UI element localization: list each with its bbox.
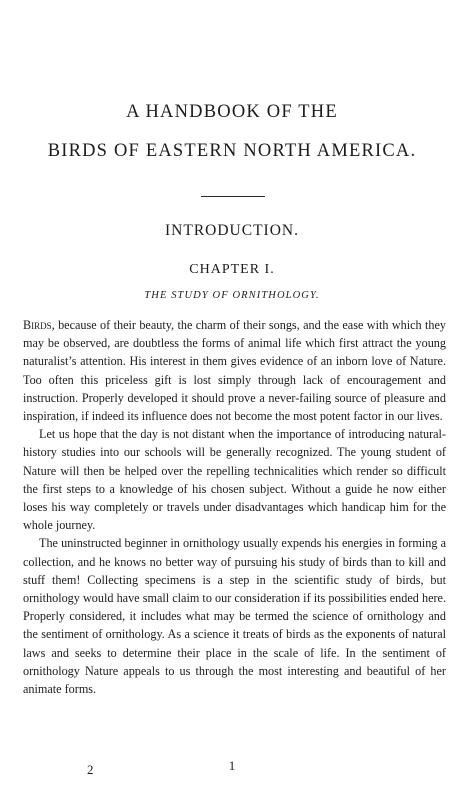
book-title-line-2: BIRDS OF EASTERN NORTH AMERICA. xyxy=(47,141,417,161)
chapter-title: THE STUDY OF ORNITHOLOGY. xyxy=(144,290,320,301)
paragraph-3: The uninstructed beginner in ornithology usually expends his energies in forming a collection, and he knows no better way of pursuing his study of birds than to kill and stuff them! Collecting specimens is a step in the scientific study of birds, but ornithology would have small claim to our consideration if its possibilities ended here. Properly considered, it includes what may be termed the science of ornithology and the sentiment of ornithology. As a science it treats of birds as the exponents of natural laws and seeks to determine their place in the scale of life. In the sentiment of ornithology Nature appeals to us through the most interesting and beautiful of her animate forms. xyxy=(23,536,446,697)
page-number: 1 xyxy=(228,758,236,773)
title-divider xyxy=(201,196,265,197)
section-title: INTRODUCTION. xyxy=(165,222,299,239)
paragraph-1-lead-word: Birds xyxy=(23,318,52,332)
body-text xyxy=(23,316,446,698)
chapter-label: CHAPTER I. xyxy=(189,262,275,277)
paragraph-1-text: , because of their beauty, the charm of their songs, and the ease with which they may be observed, are doubtless the forms of animal life which first attract the young naturalist’s attention. His interest in them gives evidence of an inborn love of Nature. Too often this priceless gift is lost simply through lack of encouragement and instruction. Properly developed it should prove a never-failing source of pleasure and inspiration, if indeed its influence does not become the most potent factor in our lives. xyxy=(23,318,446,424)
paragraph-2: Let us hope that the day is not distant when the importance of introducing natural-history studies into our schools will be generally recognized. The young student of Nature will then be helped over the repelling technicalities which render so difficult the first steps to a knowledge of his chosen subject. Without a guide he now either loses his way completely or travels under disadvantages which handicap him for the whole journey. xyxy=(23,427,446,533)
paragraph-1 xyxy=(23,316,446,425)
book-title-line-1: A HANDBOOK OF THE xyxy=(126,102,338,122)
signature-mark: 2 xyxy=(87,762,94,777)
